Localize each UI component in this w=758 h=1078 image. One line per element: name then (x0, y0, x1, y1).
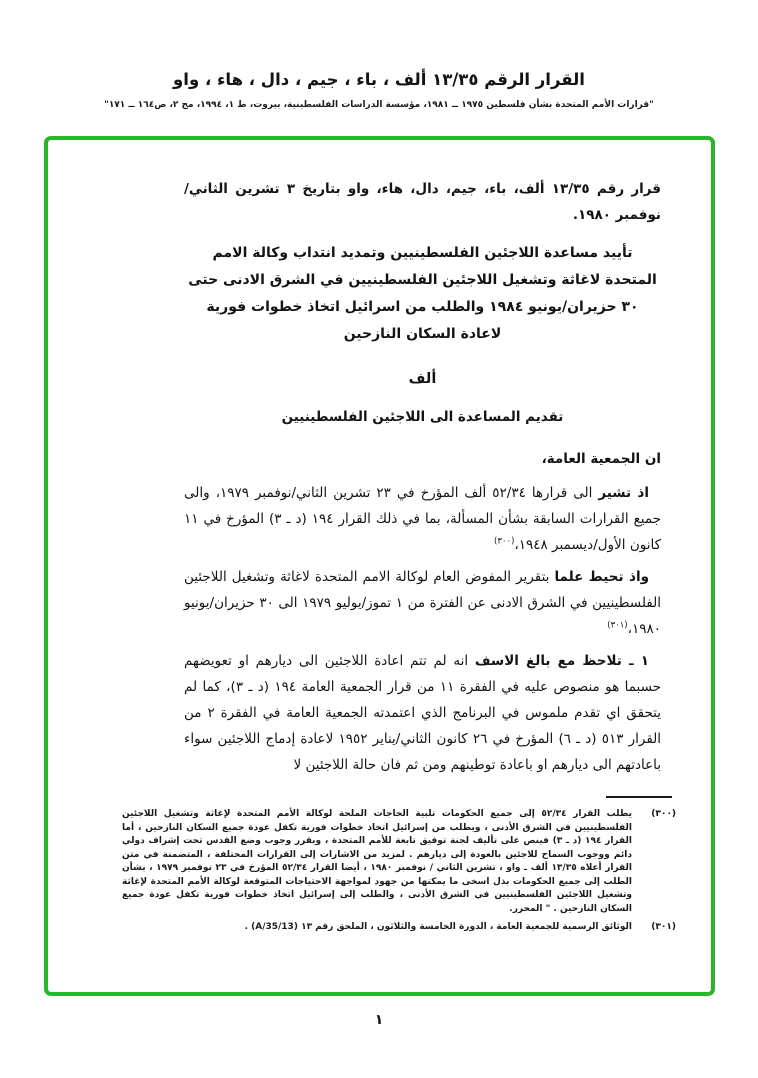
footnote-text: الوثائق الرسمية للجمعية العامة ، الدورة الخامسة والثلاثون ، الملحق رقم ١٣ (A/35/13) . (244, 922, 632, 932)
footnote-ref-300: (٣٠٠) (494, 536, 515, 547)
paragraph-text: انه لم تتم اعادة اللاجئين الى ديارهم او تعويضهم حسبما هو منصوص عليه في الفقرة ١١ من قرار الجمعية العامة ١٩٤ (د ـ ٣)، كما لم يتحقق اي تقدم ملموس في البرنامج الذي اعتمدته الجمعية العامة في الفقرة ٢ من القرار ٥١٣ (د ـ ٦) المؤرخ في ٢٦ كانون الثاني/يناير ١٩٥٢ لاعادة إدماج اللاجئين سواء باعادتهم الى ديارهم او باعادة توطينهم ومن ثم فان حالة اللاجئين لا (184, 653, 662, 773)
source-citation-line: "قرارات الأمم المتحدة بشأن فلسطين ١٩٧٥ ــ ١٩٨١، مؤسسة الدراسات الفلسطينية، بيروت، ط ١، ١٩٩٤، مج ٢، ص١٦٤ ــ ١٧١" (104, 100, 654, 110)
resolution-content (122, 140, 711, 958)
resolution-heading: تأييد مساعدة اللاجئين الفلسطينيين وتمديد انتداب وكالة الامم المتحدة لاغاثة وتشغيل اللاجئين الفلسطينيين في الشرق الادنى حتى ٣٠ حزيران/يونيو ١٩٨٤ والطلب من اسرائيل اتخاذ خطوات فورية لاعادة السكان النازحين (188, 245, 657, 342)
footnote-text: يطلب القرار ٥٢/٣٤ إلى جميع الحكومات تلبية الحاجات الملحة لوكالة الأمم المتحدة لإغاثة وتشغيل اللاجئين الفلسطينيين في الشرق الأدنى ، ويطلب من إسرائيل اتخاذ خطوات فورية تكفل عودة جميع السكان النازحين ، أما القرار ١٩٤ (د ـ ٣) فينص على تأليف لجنة توفيق تابعة للأمم المتحدة ، ويقرر وجوب وضع القدس تحت إشراف دولي دائم ووجوب السماح للاجئين بالعودة إلى ديارهم . لمزيد من الاشارات إلى القرارات المختلفة ، المتضمنة في متن القرار أعلاه ١٣/٣٥ ألف ـ واو ، تشرين الثاني / نوفمبر ١٩٨٠ ، أيضا القرار ٥٢/٣٤ المؤرخ في ٢٣ نوفمبر ١٩٧٩ ، بشأن الطلب إلى جميع الحكومات بذل اسخى ما يمكنها من جهود لمواجهة الاحتياجات المتوقعة لوكالة الأمم المتحدة لإغاثة وتشغيل اللاجئين الفلسطينيين في الشرق الأدنى ، والطلب إلى إسرائيل اتخاذ خطوات فورية تكفل عودة جميع السكان النازحين . " المحرر. (122, 809, 633, 914)
paragraph-lead: ١ ـ تلاحظ مع بالغ الاسف (474, 653, 650, 669)
paragraph-notes-with-regret (184, 648, 661, 778)
paragraph-text: الى قرارها ٥٢/٣٤ ألف المؤرخ في ٢٣ تشرين الثاني/نوفمبر ١٩٧٩، والى جميع القرارات السابقة بشأن المسألة، بما في ذلك القرار ١٩٤ (د ـ ٣) المؤرخ في ١١ كانون الأول/ديسمبر ١٩٤٨، (184, 485, 661, 553)
content-frame (44, 136, 715, 996)
salutation-line: ان الجمعية العامة، (541, 451, 661, 467)
footnote-number: (٣٠٠) (651, 809, 676, 819)
paragraph-taking-note (184, 564, 661, 642)
paragraph-lead: اذ تشير (598, 485, 649, 501)
paragraph-text: بتقرير المفوض العام لوكالة الامم المتحدة لاغاثة وتشغيل اللاجئين الفلسطينيين في الشرق الادنى عن الفترة من ١ تموز/يوليو ١٩٧٩ الى ٣٠ حزيران/يونيو ١٩٨٠، (184, 569, 661, 637)
footnote-number: (٣٠١) (651, 922, 676, 932)
document-title: القرار الرقم ١٣/٣٥ ألف ، باء ، جيم ، دال ، هاء ، واو (173, 70, 585, 89)
footnote-ref-301: (٣٠١) (607, 620, 628, 631)
footnote-300 (122, 808, 676, 916)
page-number: ١ (374, 1012, 384, 1028)
paragraph-recalling (184, 480, 661, 558)
document-header (0, 0, 758, 110)
footnote-separator (606, 796, 672, 798)
section-letter: ألف (408, 371, 437, 387)
footnote-301 (122, 921, 676, 935)
resolution-intro: قرار رقم ١٣/٣٥ ألف، باء، جيم، دال، هاء، واو بتاريخ ٣ تشرين الثاني/نوفمبر ١٩٨٠. (184, 181, 661, 223)
footnotes-section (122, 796, 676, 935)
paragraph-lead: واذ تحيط علما (554, 569, 649, 585)
section-title: تقديم المساعدة الى اللاجئين الفلسطينيين (281, 409, 564, 425)
